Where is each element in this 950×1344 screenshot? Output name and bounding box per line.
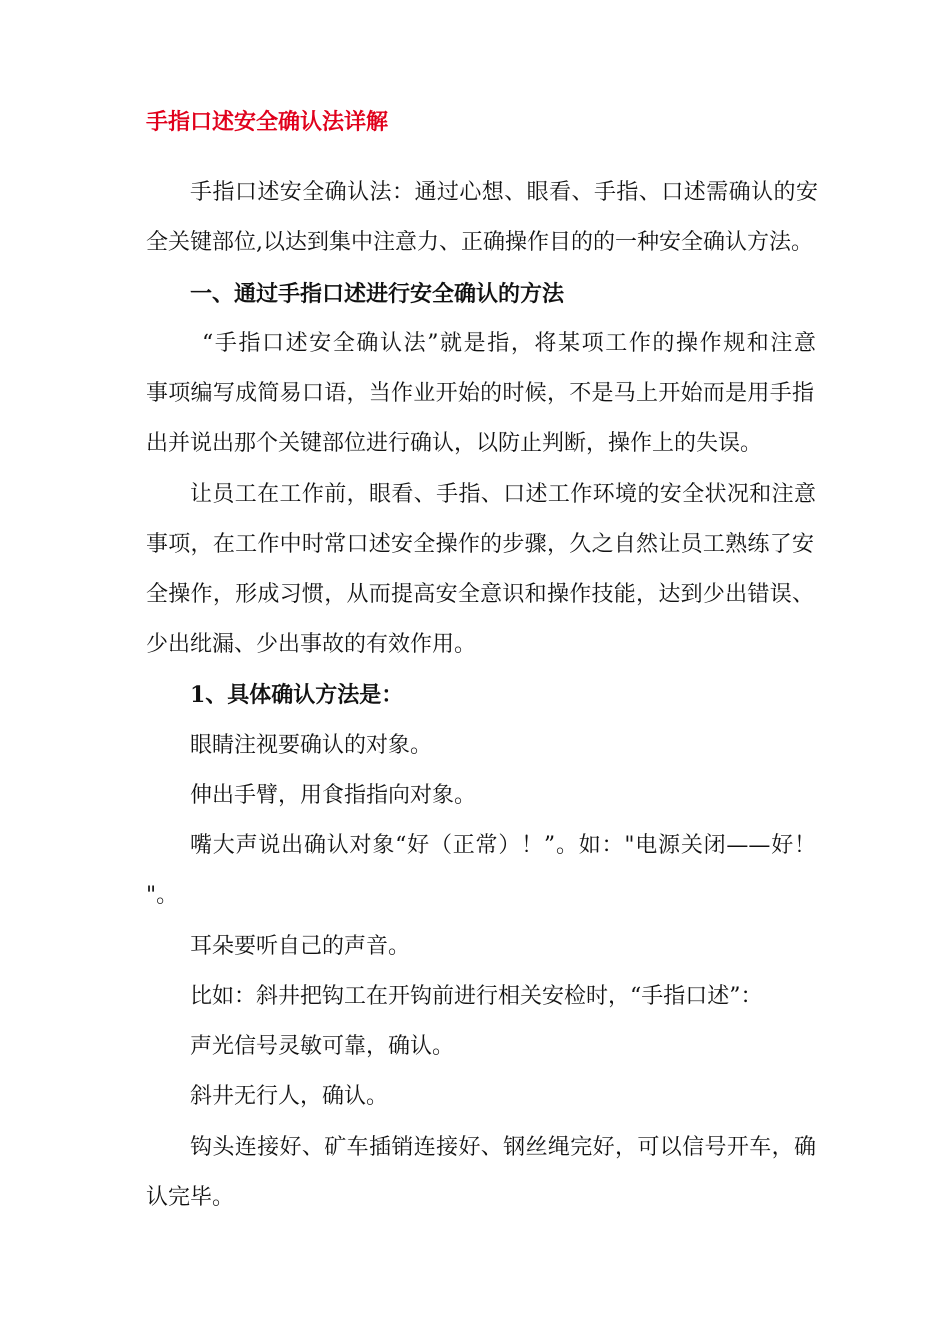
paragraph-line: 声光信号灵敏可靠，确认。 [190,1034,455,1059]
paragraph-line: 嘴大声说出确认对象“好（正常）！”。如："电源关闭——好！ [190,833,816,858]
paragraph-line: 斜井无行人，确认。 [190,1084,389,1109]
section-heading: 一、通过手指口述进行安全确认的方法 [190,281,565,307]
paragraph-line: 全关键部位,以达到集中注意力、正确操作目的的一种安全确认方法。 [146,230,813,255]
paragraph-line: "。 [146,883,179,908]
paragraph-line: “手指口述安全确认法”就是指，将某项工作的操作规和注意 [202,331,816,356]
paragraph-line: 眼睛注视要确认的对象。 [190,733,433,758]
paragraph-line: 事项编写成简易口语，当作业开始的时候，不是马上开始而是用手指 [146,381,814,406]
paragraph-line: 比如：斜井把钩工在开钩前进行相关安检时，“手指口述”： [190,984,763,1009]
paragraph-line: 钩头连接好、矿车插销连接好、钢丝绳完好，可以信号开车，确 [190,1135,816,1160]
paragraph-line: 耳朵要听自己的声音。 [190,934,411,959]
paragraph-line: 出并说出那个关键部位进行确认，以防止判断，操作上的失误。 [146,431,763,456]
paragraph-line: 少出纰漏、少出事故的有效作用。 [146,632,477,657]
paragraph-line: 手指口述安全确认法：通过心想、眼看、手指、口述需确认的安 [190,180,818,205]
paragraph-line: 事项，在工作中时常口述安全操作的步骤，久之自然让员工熟练了安 [146,532,814,557]
paragraph-line: 全操作，形成习惯，从而提高安全意识和操作技能，达到少出错误、 [146,582,814,607]
paragraph-line: 认完毕。 [146,1185,235,1210]
document-title: 手指口述安全确认法详解 [146,109,389,135]
paragraph-line: 让员工在工作前，眼看、手指、口述工作环境的安全状况和注意 [190,482,816,507]
subsection-heading: 1、具体确认方法是： [190,682,404,708]
paragraph-line: 伸出手臂，用食指指向对象。 [190,783,477,808]
